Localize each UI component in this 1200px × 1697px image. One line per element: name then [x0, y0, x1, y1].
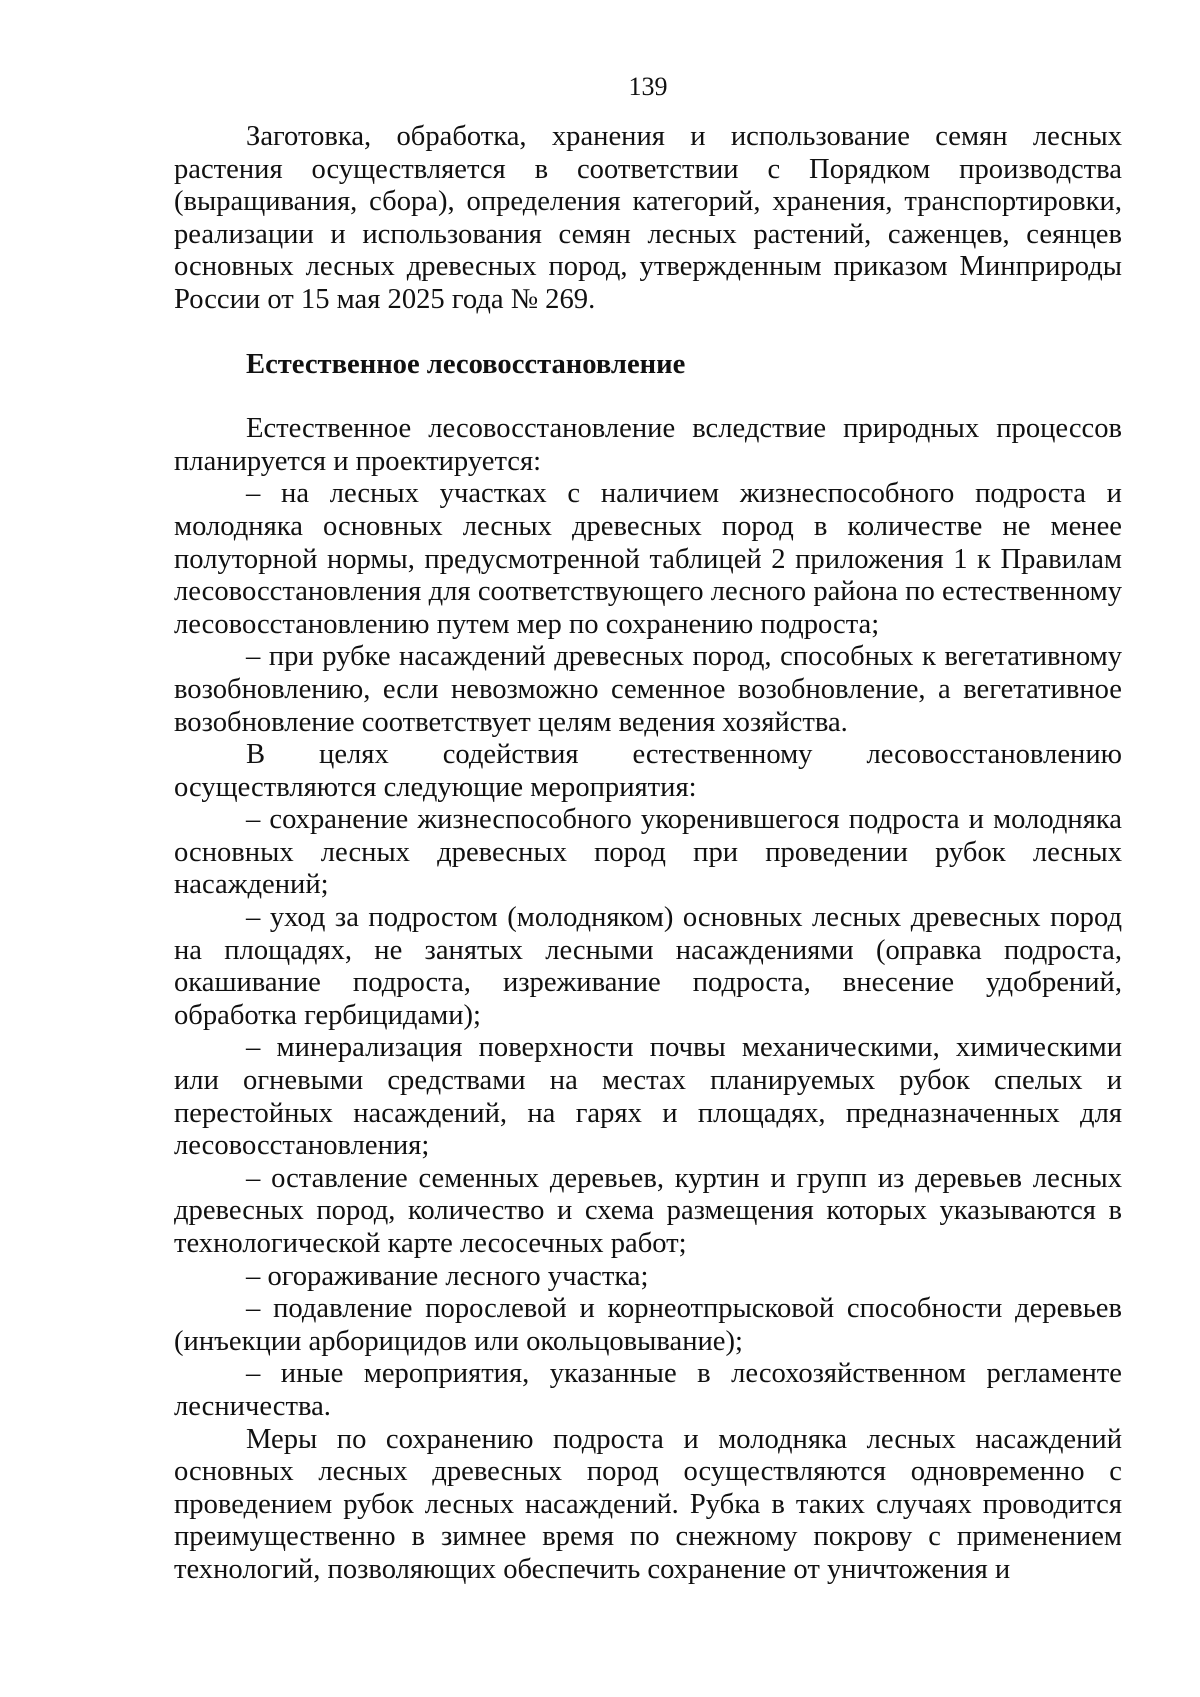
list-item: – сохранение жизнеспособного укоренившегося подроста и молодняка основных лесных древесных пород при проведении рубок лесных насаждений;	[174, 804, 1122, 901]
section-heading: Естественное лесовосстановление	[246, 348, 686, 380]
page-number: 139	[628, 72, 668, 101]
list-item: – на лесных участках с наличием жизнеспособного подроста и молодняка основных лесных древесных пород в количестве не менее полуторной нормы, предусмотренной таблицей 2 приложения 1 к Правилам лесовосстановления для соответствующего лесного района по естественному лесовосстановлению путем мер по сохранению подроста;	[174, 478, 1122, 640]
paragraph-undergrowth-preservation: Меры по сохранению подроста и молодняка лесных насаждений основных лесных древесных пород осуществляются одновременно с проведением рубок лесных насаждений. Рубка в таких случаях проводится преимущественно в зимнее время по снежному покрову с применением технологий, позволяющих обеспечить сохранение от уничтожения и	[174, 1423, 1122, 1585]
paragraph-natural-reforestation-intro: Естественное лесовосстановление вследствие природных процессов планируется и проектируется:	[174, 413, 1122, 477]
list-item: – минерализация поверхности почвы механическими, химическими или огневыми средствами на местах планируемых рубок спелых и перестойных насаждений, на гарях и площадях, предназначенных для лесовосстановления;	[174, 1032, 1122, 1162]
paragraph-seed-procurement: Заготовка, обработка, хранения и использование семян лесных растения осуществляется в соответствии с Порядком производства (выращивания, сбора), определения категорий, хранения, транспортировки, реализации и использования семян лесных растений, саженцев, сеянцев основных лесных древесных пород, утвержденным приказом Минприроды России от 15 мая 2025 года № 269.	[174, 121, 1122, 315]
list-item: – оставление семенных деревьев, куртин и групп из деревьев лесных древесных пород, количество и схема размещения которых указываются в технологической карте лесосечных работ;	[174, 1162, 1122, 1259]
list-item: – при рубке насаждений древесных пород, способных к вегетативному возобновлению, если невозможно семенное возобновление, а вегетативное возобновление соответствует целям ведения хозяйства.	[174, 641, 1122, 738]
list-item: – уход за подростом (молодняком) основных лесных древесных пород на площадях, не занятых лесными насаждениями (оправка подроста, окашивание подроста, изреживание подроста, внесение удобрений, обработка гербицидами);	[174, 902, 1122, 1031]
document-body	[174, 121, 1122, 1587]
list-item: – огораживание лесного участка;	[246, 1260, 649, 1292]
list-item: – иные мероприятия, указанные в лесохозяйственном регламенте лесничества.	[174, 1358, 1122, 1422]
paragraph-assistance-measures-intro: В целях содействия естественному лесовосстановлению осуществляются следующие мероприятия:	[174, 739, 1122, 803]
list-item: – подавление порослевой и корнеотпрысковой способности деревьев (инъекции арборицидов или окольцовывание);	[174, 1293, 1122, 1357]
